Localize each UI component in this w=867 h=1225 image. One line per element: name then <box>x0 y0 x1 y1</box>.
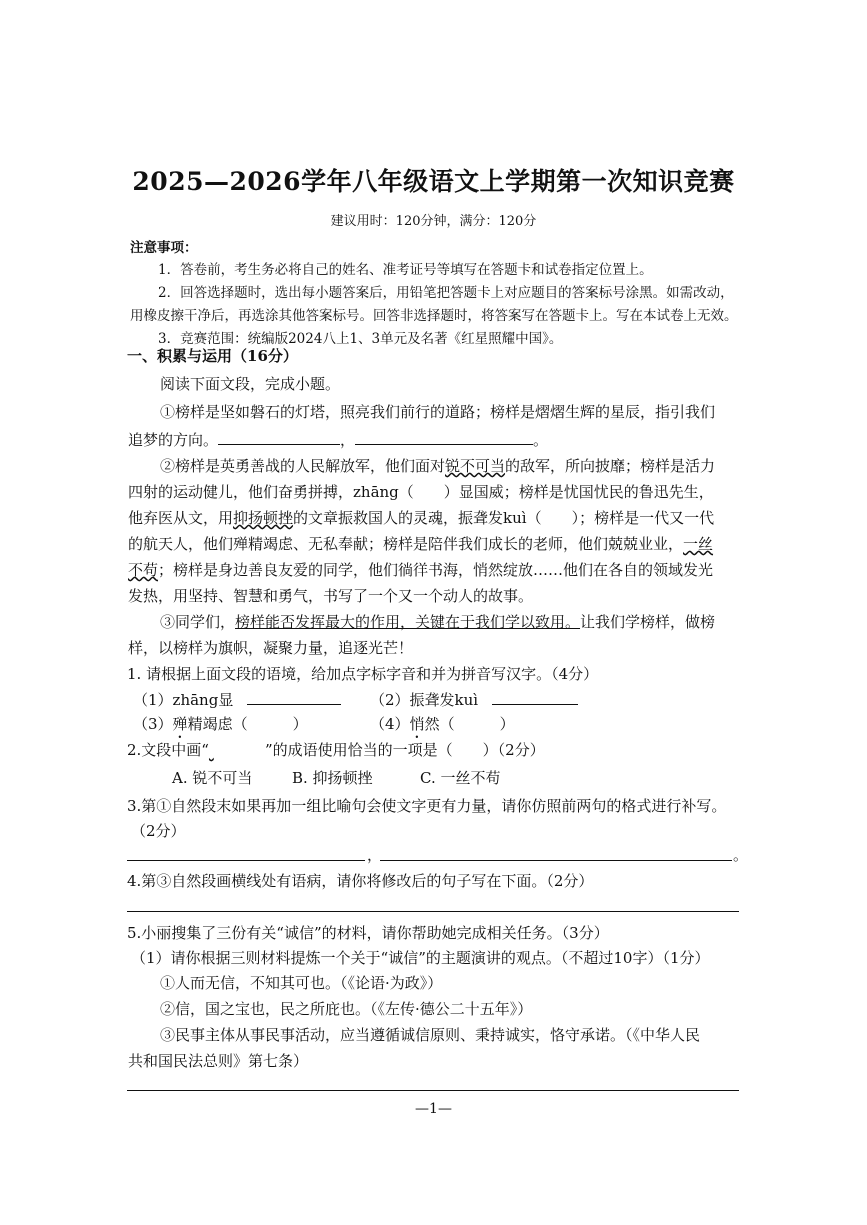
para1-text: 追梦的方向。 <box>128 431 219 449</box>
q3-stem: 3.第①自然段末如果再加一组比喻句会使文字更有力量，请你仿照前两句的格式进行补写。 <box>127 797 727 815</box>
q2-stem <box>127 739 545 760</box>
idiom-yisibugou-part2: 不苟 <box>128 561 159 579</box>
idiom-yiyangdunchuo: 抑扬顿挫 <box>233 509 294 527</box>
answer-bracket[interactable]: （ ） <box>439 715 515 733</box>
para3-line1 <box>160 611 715 632</box>
para1-line2 <box>128 429 548 450</box>
para2-line5 <box>128 559 713 580</box>
q2-option-a[interactable]: A. 锐不可当 <box>172 769 253 787</box>
page-number: —1— <box>415 1101 452 1117</box>
q5-sub1: （1）请你根据三则材料提炼一个关于“诚信”的主题演讲的观点。（不超过10字）（1分） <box>131 949 710 967</box>
q5-answer-line[interactable] <box>127 1090 739 1091</box>
q1-item-3 <box>133 713 308 742</box>
answer-blank[interactable] <box>492 690 578 705</box>
section-intro: 阅读下面文段，完成小题。 <box>160 375 341 393</box>
para3-text: ③同学们， <box>160 613 236 631</box>
q5-stem: 5.小丽搜集了三份有关“诚信”的材料，请你帮助她完成相关任务。（3分） <box>127 924 609 942</box>
para3-text: 让我们学榜样，做榜 <box>580 613 716 631</box>
notice-item-2-cont: 用橡皮擦干净后，再选涂其他答案标号。回答非选择题时，将答案写在答题卡上。写在本试卷上无效。 <box>130 308 738 324</box>
q1-item-2 <box>370 689 578 710</box>
para1-line1: ①榜样是坚如磐石的灯塔，照亮我们前行的道路；榜样是熠熠生辉的星辰，指引我们 <box>160 403 716 421</box>
notice-item-1: 1．答卷前，考生务必将自己的姓名、准考证号等填写在答题卡和试卷指定位置上。 <box>158 262 653 278</box>
answer-blank[interactable] <box>355 430 533 445</box>
para3-line2: 样，以榜样为旗帜，凝聚力量，追逐光芒！ <box>128 639 414 657</box>
q1-item-1 <box>133 689 341 710</box>
answer-bracket[interactable]: （ ） <box>232 715 308 733</box>
q2-option-b[interactable]: B. 抑扬顿挫 <box>292 769 373 787</box>
q1-item-3-rest: 精竭虑 <box>187 715 233 733</box>
wavy-sample <box>209 741 265 759</box>
exam-subtitle: 建议用时：120分钟，满分：120分 <box>330 214 537 229</box>
q3-answer-line-2[interactable] <box>380 860 732 861</box>
q1-item-1-label: （1）zhāng显 <box>133 691 234 709</box>
comma: ， <box>340 431 356 449</box>
dotted-char: 悄 <box>409 715 425 733</box>
q1-item-4 <box>370 713 515 742</box>
q1-item-4-rest: 然 <box>424 715 440 733</box>
q2-stem-b: ”的成语使用恰当的一项是（ ）（2分） <box>264 741 545 759</box>
para2-text: ；榜样是身边善良友爱的同学，他们徜徉书海，悄然绽放……他们在各自的领域发光 <box>158 561 714 579</box>
idiom-yisibugou-part1: 一丝 <box>683 535 714 553</box>
answer-blank[interactable] <box>247 690 341 705</box>
q1-item-2-label: （2）振聋发kuì <box>370 691 479 709</box>
notice-item-2: 2．回答选择题时，选出每小题答案后，用铅笔把答题卡上对应题目的答案标号涂黑。如需改动， <box>158 285 734 301</box>
answer-blank[interactable] <box>218 430 340 445</box>
q3-comma: ， <box>367 846 383 864</box>
q2-option-c[interactable]: C. 一丝不苟 <box>420 769 501 787</box>
para2-line1 <box>160 455 715 476</box>
para2-text: ②榜样是英勇善战的人民解放军，他们面对 <box>160 457 446 475</box>
q1-item-3-prefix: （3） <box>133 715 173 733</box>
para2-text: 的敌军，所向披靡；榜样是活力 <box>505 457 716 475</box>
q4-stem: 4.第③自然段画横线处有语病，请你将修改后的句子写在下面。（2分） <box>127 872 594 890</box>
exam-title: 2025—2026学年八年级语文上学期第一次知识竞赛 <box>132 167 735 196</box>
para2-text: 他弃医从文，用 <box>128 509 234 527</box>
section-heading: 一、积累与运用（16分） <box>127 347 298 365</box>
q5-material-3-cont: 共和国民法总则》第七条） <box>128 1052 309 1070</box>
idiom-ruibukedang: 锐不可当 <box>445 457 506 475</box>
para2-text: 的航天人，他们殚精竭虑、无私奉献；榜样是陪伴我们成长的老师，他们兢兢业业， <box>128 535 684 553</box>
q3-score: （2分） <box>131 822 186 840</box>
underlined-sentence: 榜样能否发挥最大的作用，关键在于我们学以致用。 <box>235 613 581 631</box>
para2-line3 <box>128 507 714 528</box>
q1-stem: 1. 请根据上面文段的语境，给加点字标字音和并为拼音写汉字。（4分） <box>127 665 599 683</box>
notice-item-3: 3．竞赛范围：统编版2024八上1、3单元及名著《红星照耀中国》。 <box>158 331 563 347</box>
q1-item-4-prefix: （4） <box>370 715 410 733</box>
para2-text: 的文章振救国人的灵魂，振聋发kuì（ ）；榜样是一代又一代 <box>293 509 715 527</box>
q5-material-2: ②信，国之宝也，民之所庇也。（《左传·德公二十五年》） <box>160 1000 533 1018</box>
para2-line6: 发热，用坚持、智慧和勇气，书写了一个又一个动人的故事。 <box>128 587 534 605</box>
dotted-char: 殚 <box>172 715 188 733</box>
q3-answer-line-1[interactable] <box>127 860 365 861</box>
q4-answer-line[interactable] <box>127 911 739 912</box>
period: 。 <box>533 431 549 449</box>
q2-stem-a: 2.文段中画“ <box>127 741 209 759</box>
para2-line2: 四射的运动健儿，他们奋勇拼搏，zhāng（ ）显国威；榜样是忧国忧民的鲁迅先生， <box>128 483 714 501</box>
para2-line4 <box>128 533 713 554</box>
q3-period: 。 <box>733 846 749 864</box>
q5-material-1: ①人而无信，不知其可也。（《论语·为政》） <box>160 974 443 992</box>
notice-heading: 注意事项： <box>130 240 198 256</box>
q5-material-3: ③民事主体从事民事活动，应当遵循诚信原则、秉持诚实，恪守承诺。（《中华人民 <box>160 1026 701 1044</box>
